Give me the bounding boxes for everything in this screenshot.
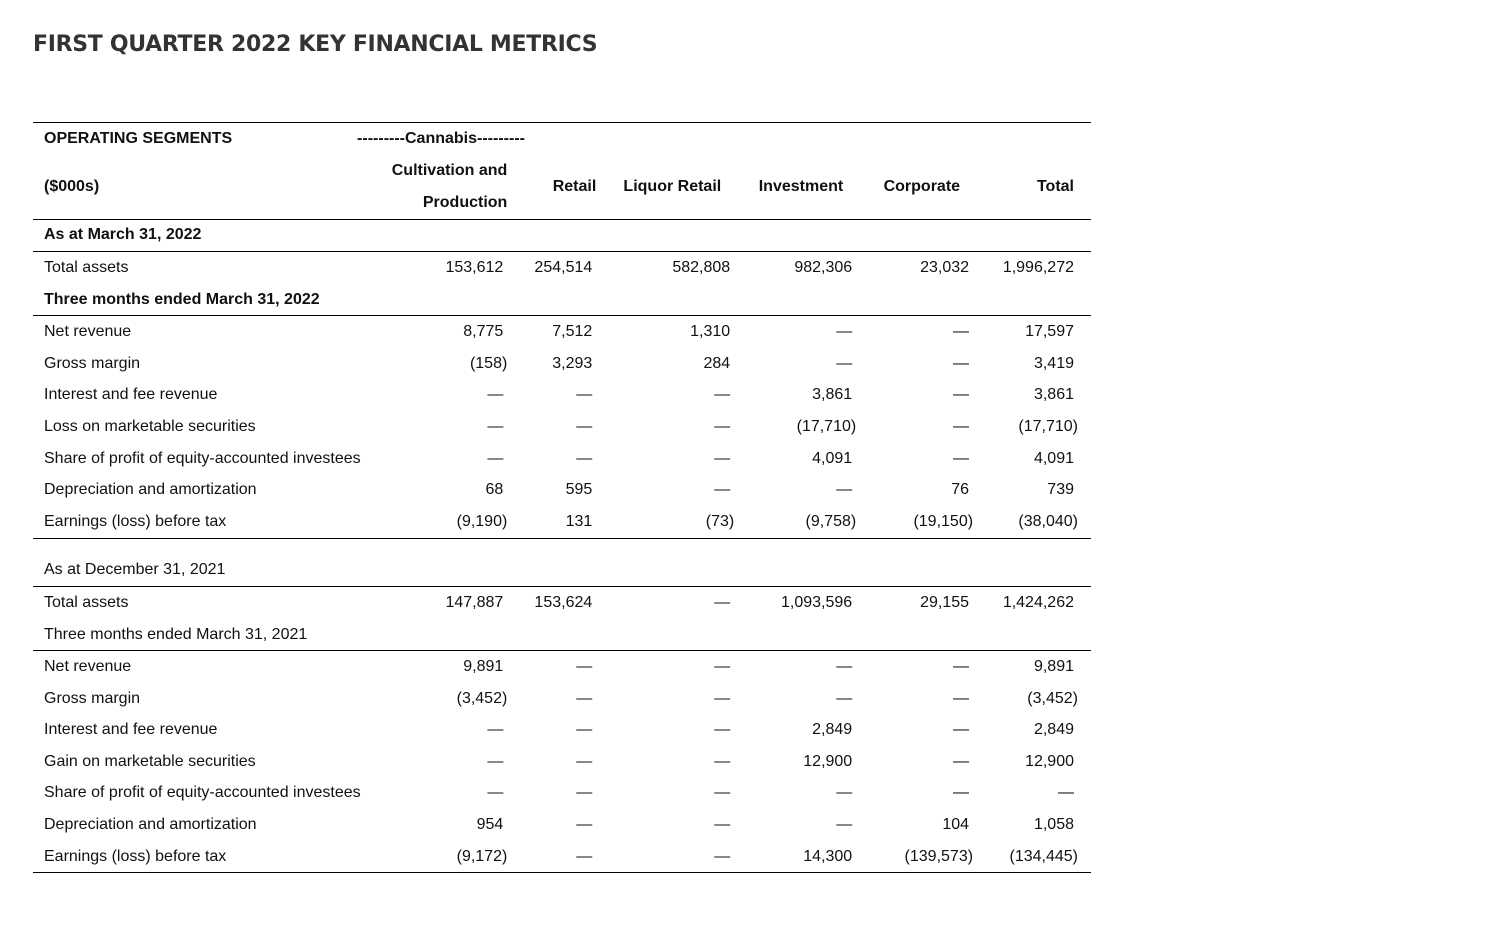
cell-total: 17,597: [1025, 323, 1074, 341]
cell-retail: —: [576, 689, 593, 707]
cell-retail: —: [576, 449, 593, 467]
cell-retail: 153,624: [534, 593, 593, 611]
cell-cultivation: 8,775: [463, 323, 504, 341]
cell-investment: —: [836, 689, 853, 707]
cell-liquor-retail: —: [596, 841, 734, 873]
cell-retail: 3,293: [552, 354, 593, 372]
row-label: Gross margin: [44, 354, 141, 372]
header-row-segments: [33, 123, 1091, 155]
cell-cultivation: 68: [485, 481, 504, 499]
units-label: ($000s): [33, 155, 386, 220]
table-row: [33, 443, 1091, 475]
row-label: Earnings (loss) before tax: [33, 841, 386, 873]
cannabis-group-text: ---------Cannabis---------: [357, 129, 525, 147]
operating-segments-label: OPERATING SEGMENTS: [33, 123, 386, 155]
cell-investment: —: [836, 354, 853, 372]
cell-total: (134,445): [973, 841, 1091, 873]
cell-retail: 7,512: [552, 323, 593, 341]
cell-total: 3,861: [1033, 386, 1074, 404]
section-heading-row: [33, 284, 1091, 316]
cell-retail: —: [507, 841, 596, 873]
row-label: Gain on marketable securities: [44, 752, 256, 770]
table-row: [33, 746, 1091, 778]
cell-cultivation: (158): [469, 354, 508, 372]
cell-corporate: —: [953, 354, 970, 372]
cell-total: 1,058: [1033, 816, 1074, 834]
column-header-retail: Retail: [507, 155, 596, 220]
section-heading: Three months ended March 31, 2022: [33, 284, 1091, 316]
cell-liquor-retail: —: [714, 689, 731, 707]
cell-investment: 14,300: [734, 841, 856, 873]
table-row: [33, 587, 1091, 619]
cell-liquor-retail: —: [714, 752, 731, 770]
table-row: [33, 683, 1091, 715]
cell-liquor-retail: —: [714, 386, 731, 404]
cell-cultivation: —: [487, 449, 504, 467]
cell-corporate: —: [953, 417, 970, 435]
cell-total: 9,891: [1033, 658, 1074, 676]
cell-total: —: [1058, 784, 1074, 802]
cell-total: (3,452): [1027, 689, 1078, 707]
row-label: Interest and fee revenue: [44, 721, 218, 739]
cell-investment: 12,900: [803, 752, 853, 770]
cell-corporate: 104: [942, 816, 970, 834]
cell-cultivation: —: [487, 784, 504, 802]
row-label: Total assets: [44, 593, 129, 611]
cell-liquor-retail: —: [714, 593, 731, 611]
cell-corporate: —: [953, 752, 970, 770]
cell-total: (38,040): [973, 506, 1091, 538]
column-header-cultivation-line1: Cultivation and: [391, 161, 508, 179]
cell-retail: —: [576, 721, 593, 739]
page-title: FIRST QUARTER 2022 KEY FINANCIAL METRICS: [33, 32, 598, 57]
row-label: Interest and fee revenue: [44, 386, 218, 404]
cell-corporate: —: [953, 784, 970, 802]
cell-cultivation: —: [487, 752, 504, 770]
cell-liquor-retail: 284: [703, 354, 731, 372]
table-row: [33, 474, 1091, 506]
cell-total: (17,710): [1018, 417, 1078, 435]
table-row: [33, 778, 1091, 810]
cell-corporate: —: [953, 386, 970, 404]
cell-total: 12,900: [1025, 752, 1074, 770]
row-label: Share of profit of equity-accounted investees: [44, 784, 361, 802]
cell-cultivation: —: [487, 417, 504, 435]
cell-liquor-retail: —: [714, 449, 731, 467]
column-header-cultivation: [386, 155, 508, 220]
table-row: [33, 841, 1091, 873]
cell-liquor-retail: —: [714, 658, 731, 676]
table-row: [33, 316, 1091, 348]
row-label: Total assets: [44, 258, 129, 276]
cell-liquor-retail: —: [714, 721, 731, 739]
cell-cultivation: (3,452): [456, 689, 508, 707]
cell-total: 1,996,272: [1002, 258, 1074, 276]
cell-total: 4,091: [1033, 449, 1074, 467]
cell-liquor-retail: —: [714, 481, 731, 499]
cell-retail: —: [576, 658, 593, 676]
cell-investment: 1,093,596: [781, 593, 853, 611]
cell-cultivation: —: [487, 721, 504, 739]
section-spacer: [33, 538, 1091, 555]
section-heading: As at March 31, 2022: [33, 219, 1091, 252]
column-header-liquor-retail: Liquor Retail: [596, 155, 734, 220]
cell-cultivation: —: [487, 386, 504, 404]
cell-investment: (17,710): [796, 417, 857, 435]
row-label: Gross margin: [44, 689, 141, 707]
section-heading: As at December 31, 2021: [33, 555, 1091, 587]
column-header-investment: Investment: [734, 155, 856, 220]
cell-investment: 3,861: [812, 386, 853, 404]
cell-corporate: 23,032: [920, 258, 970, 276]
row-label: Net revenue: [44, 658, 132, 676]
cell-liquor-retail: —: [714, 816, 731, 834]
section-heading-row: [33, 219, 1091, 252]
cell-liquor-retail: 1,310: [690, 323, 731, 341]
cell-cultivation: 147,887: [445, 593, 504, 611]
cell-investment: —: [836, 816, 853, 834]
cell-cultivation: 9,891: [463, 658, 504, 676]
table-row: [33, 715, 1091, 747]
column-header-corporate: Corporate: [856, 155, 973, 220]
cell-retail: —: [576, 816, 593, 834]
row-label: Loss on marketable securities: [44, 417, 256, 435]
section-heading-row: [33, 555, 1091, 587]
cell-corporate: (139,573): [856, 841, 973, 873]
cell-retail: 595: [565, 481, 593, 499]
cell-investment: 982,306: [794, 258, 853, 276]
row-label: Net revenue: [44, 323, 132, 341]
cell-corporate: —: [953, 689, 970, 707]
cell-liquor-retail: —: [714, 417, 731, 435]
row-label: Share of profit of equity-accounted investees: [44, 449, 361, 467]
cell-total: 1,424,262: [1002, 593, 1074, 611]
table-row: [33, 411, 1091, 443]
cell-investment: (9,758): [734, 506, 856, 538]
table-row: [33, 380, 1091, 412]
cannabis-group-label: [357, 123, 597, 155]
cell-investment: —: [836, 481, 853, 499]
cell-retail: —: [576, 784, 593, 802]
cell-corporate: —: [953, 449, 970, 467]
cell-retail: —: [576, 417, 593, 435]
cell-retail: —: [576, 752, 593, 770]
cell-corporate: —: [953, 323, 970, 341]
cell-corporate: —: [953, 658, 970, 676]
cell-liquor-retail: (73): [596, 506, 734, 538]
section-heading: Three months ended March 31, 2021: [33, 619, 1091, 651]
financial-metrics-table: [33, 122, 1091, 873]
row-label: Earnings (loss) before tax: [33, 506, 386, 538]
cell-total: 3,419: [1033, 354, 1074, 372]
table-row: [33, 506, 1091, 538]
table-row: [33, 651, 1091, 683]
row-label: Depreciation and amortization: [44, 481, 257, 499]
table-row: [33, 252, 1091, 284]
column-header-total: Total: [973, 155, 1091, 220]
cell-total: 739: [1047, 481, 1074, 499]
cell-corporate: 29,155: [920, 593, 970, 611]
table-row: [33, 809, 1091, 841]
cell-liquor-retail: 582,808: [672, 258, 731, 276]
cell-liquor-retail: —: [714, 784, 731, 802]
row-label: Depreciation and amortization: [44, 816, 257, 834]
section-heading-row: [33, 619, 1091, 651]
cell-retail: —: [576, 386, 593, 404]
cell-retail: 131: [507, 506, 596, 538]
cell-corporate: (19,150): [856, 506, 973, 538]
cell-investment: —: [836, 658, 853, 676]
cell-investment: 2,849: [812, 721, 853, 739]
cell-cultivation: 954: [476, 816, 504, 834]
cell-cultivation: (9,190): [386, 506, 508, 538]
cell-cultivation: (9,172): [386, 841, 508, 873]
cell-investment: —: [836, 323, 853, 341]
cell-investment: —: [836, 784, 853, 802]
cell-retail: 254,514: [534, 258, 593, 276]
column-header-cultivation-line2: Production: [422, 193, 508, 211]
cell-total: 2,849: [1033, 721, 1074, 739]
cell-corporate: 76: [951, 481, 970, 499]
header-row-columns: [33, 155, 1091, 220]
cell-corporate: —: [953, 721, 970, 739]
cell-investment: 4,091: [812, 449, 853, 467]
table-row: [33, 348, 1091, 380]
cell-cultivation: 153,612: [445, 258, 504, 276]
